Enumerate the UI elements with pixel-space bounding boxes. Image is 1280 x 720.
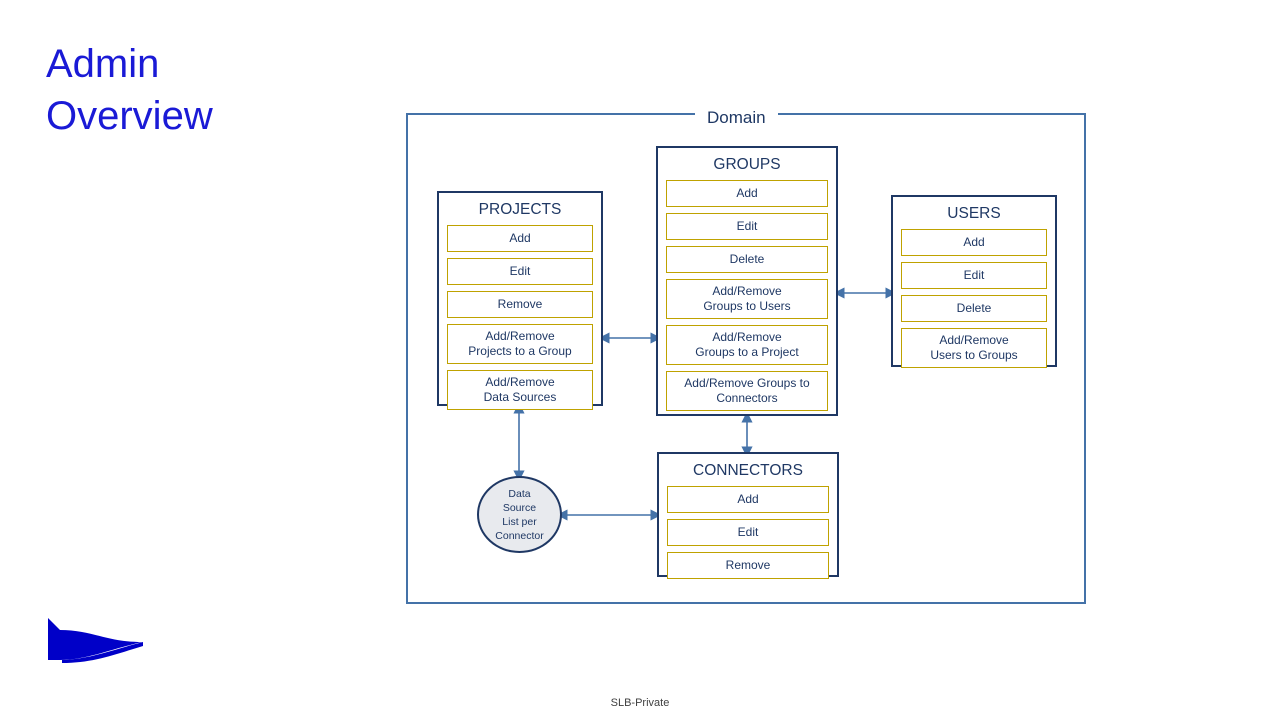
connectors-item-remove[interactable] bbox=[667, 552, 829, 579]
projects-item-add[interactable] bbox=[447, 225, 593, 252]
groups-item-edit[interactable] bbox=[666, 213, 828, 240]
projects-item-addremove-group-line2: Projects to a Group bbox=[468, 344, 572, 358]
groups-item-add[interactable] bbox=[666, 180, 828, 207]
data-source-list-node-text bbox=[495, 487, 543, 543]
groups-box[interactable] bbox=[656, 146, 838, 416]
users-item-edit[interactable] bbox=[901, 262, 1047, 289]
connectors-item-add-label: Add bbox=[737, 492, 759, 506]
page-title-line-1: Admin bbox=[46, 42, 160, 86]
users-item-delete-label: Delete bbox=[956, 301, 992, 315]
users-title: USERS bbox=[947, 205, 1001, 222]
projects-item-edit-label: Edit bbox=[509, 264, 531, 278]
groups-item-addremove-connectors-line2: Connectors bbox=[716, 391, 778, 405]
groups-item-addremove-project-line2: Groups to a Project bbox=[695, 345, 799, 359]
projects-item-addremove-group-line1: Add/Remove bbox=[485, 329, 555, 343]
footer-classification: SLB-Private bbox=[610, 697, 670, 709]
data-source-node-line-1: Data bbox=[508, 487, 531, 500]
users-item-delete[interactable] bbox=[901, 295, 1047, 322]
groups-item-add-label: Add bbox=[736, 186, 758, 200]
connectors-item-remove-label: Remove bbox=[725, 558, 771, 572]
projects-item-addremove-datasources-line1: Add/Remove bbox=[485, 375, 555, 389]
groups-item-addremove-project-line1: Add/Remove bbox=[712, 330, 782, 344]
groups-item-addremove-project[interactable] bbox=[666, 325, 828, 365]
data-source-node-line-4: Connector bbox=[495, 529, 544, 542]
projects-item-add-label: Add bbox=[509, 231, 531, 245]
users-item-add-label: Add bbox=[963, 235, 985, 249]
connectors-box[interactable] bbox=[657, 452, 839, 577]
connectors-title: CONNECTORS bbox=[693, 462, 803, 479]
domain-label: Domain bbox=[695, 106, 778, 130]
projects-item-remove-label: Remove bbox=[497, 297, 543, 311]
users-item-addremove-groups-line1: Add/Remove bbox=[939, 333, 1009, 347]
connectors-item-edit-label: Edit bbox=[737, 525, 759, 539]
users-box[interactable] bbox=[891, 195, 1057, 367]
groups-item-addremove-connectors[interactable] bbox=[666, 371, 828, 411]
groups-item-delete[interactable] bbox=[666, 246, 828, 273]
groups-item-edit-label: Edit bbox=[736, 219, 758, 233]
data-source-list-node[interactable] bbox=[477, 476, 562, 553]
projects-item-edit[interactable] bbox=[447, 258, 593, 285]
projects-item-addremove-datasources[interactable] bbox=[447, 370, 593, 410]
projects-item-addremove-group[interactable] bbox=[447, 324, 593, 364]
data-source-node-line-3: List per bbox=[502, 515, 537, 528]
groups-title: GROUPS bbox=[713, 156, 781, 173]
projects-item-addremove-datasources-line2: Data Sources bbox=[483, 390, 557, 404]
groups-item-delete-label: Delete bbox=[729, 252, 765, 266]
projects-item-remove[interactable] bbox=[447, 291, 593, 318]
connectors-item-edit[interactable] bbox=[667, 519, 829, 546]
connectors-item-add[interactable] bbox=[667, 486, 829, 513]
groups-item-addremove-users-line1: Add/Remove bbox=[712, 284, 782, 298]
projects-box[interactable] bbox=[437, 191, 603, 406]
groups-item-addremove-connectors-line1: Add/Remove Groups to bbox=[684, 376, 810, 390]
users-item-addremove-groups[interactable] bbox=[901, 328, 1047, 368]
users-item-edit-label: Edit bbox=[963, 268, 985, 282]
groups-item-addremove-users[interactable] bbox=[666, 279, 828, 319]
groups-item-addremove-users-line2: Groups to Users bbox=[703, 299, 791, 313]
users-item-addremove-groups-line2: Users to Groups bbox=[930, 348, 1018, 362]
data-source-node-line-2: Source bbox=[502, 501, 537, 514]
projects-title: PROJECTS bbox=[478, 201, 562, 218]
users-item-add[interactable] bbox=[901, 229, 1047, 256]
page-title-line-2: Overview bbox=[46, 94, 213, 138]
